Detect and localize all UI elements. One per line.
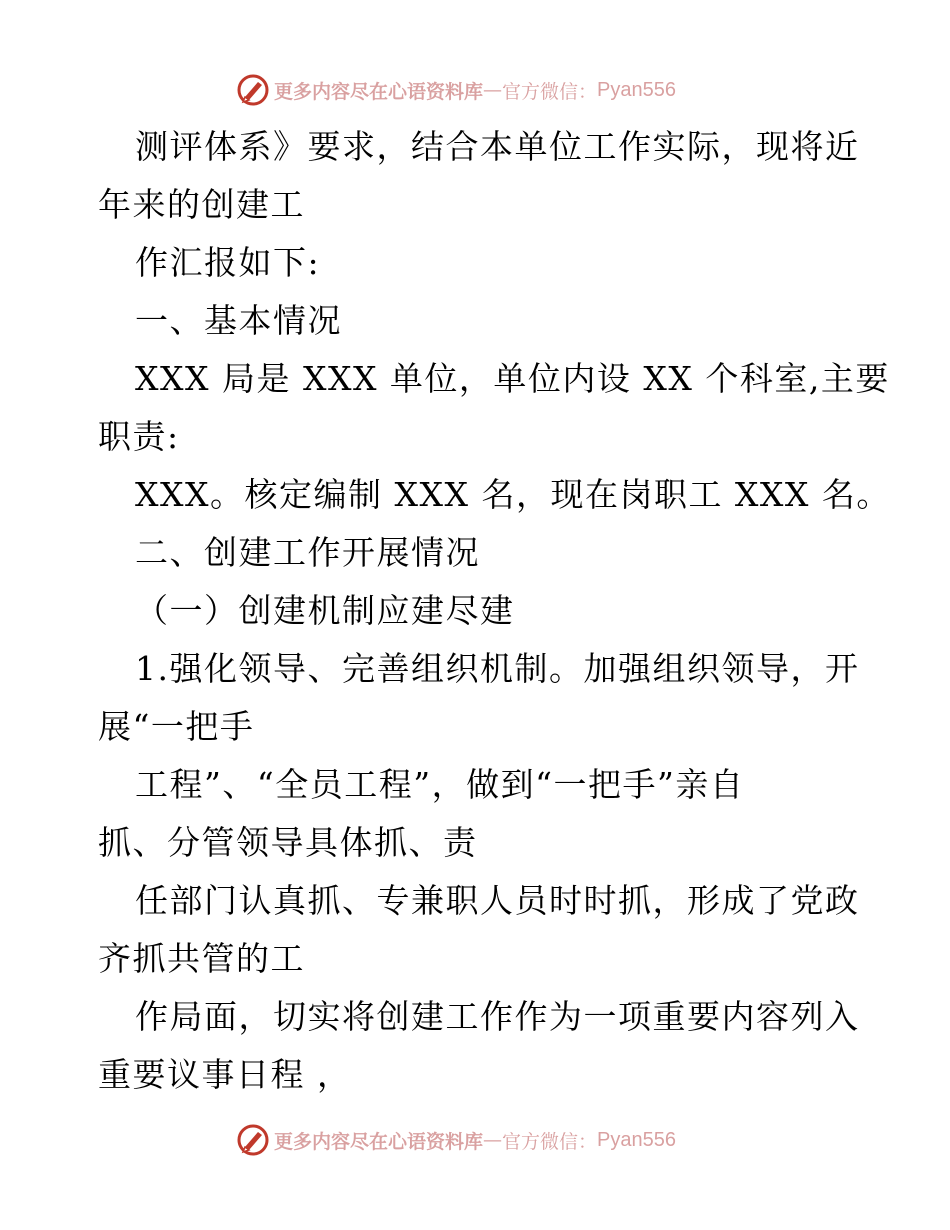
text-line: 1.强化领导、完善组织机制。加强组织领导，开 (135, 649, 860, 688)
text-line: 作局面，切实将创建工作作为一项重要内容列入 (135, 997, 860, 1036)
banner-main-text: 更多内容尽在心语资料库 (274, 80, 484, 103)
text-line: 重要议事日程 ， (98, 1055, 352, 1094)
section-heading: 一、基本情况 (135, 301, 342, 340)
text-line: 展“一把手 (98, 707, 255, 746)
subsection-heading: （一）创建机制应建尽建 (135, 591, 515, 630)
text-line: XXX 局是 XXX 单位，单位内设 XX 个科室,主要 (135, 359, 890, 398)
banner-dash: — (483, 1129, 503, 1151)
text-line: 任部门认真抓、专兼职人员时时抓，形成了党政 (135, 881, 860, 920)
banner-wechat-label: 官方微信： (502, 80, 598, 103)
banner-wechat-label: 官方微信： (502, 1130, 598, 1153)
text-line: 工程”、“全员工程”，做到“一把手”亲自 (135, 765, 745, 804)
pen-logo-icon (236, 73, 270, 107)
text-line: 作汇报如下: (135, 243, 321, 282)
banner-main-text: 更多内容尽在心语资料库 (274, 1130, 484, 1153)
text-line: 齐抓共管的工 (98, 939, 305, 978)
banner-wechat-id: Pyan556 (597, 78, 676, 101)
text-line: 抓、分管领导具体抓、责 (98, 823, 478, 862)
document-body (98, 118, 891, 1104)
text-line: 测评体系》要求，结合本单位工作实际，现将近 (135, 127, 860, 166)
header-watermark-banner (236, 72, 676, 108)
footer-watermark-banner (236, 1122, 676, 1158)
banner-dash: — (483, 79, 503, 101)
section-heading: 二、创建工作开展情况 (135, 533, 480, 572)
pen-logo-icon (236, 1123, 270, 1157)
text-line: XXX。核定编制 XXX 名，现在岗职工 XXX 名。 (135, 475, 891, 514)
banner-wechat-id: Pyan556 (597, 1128, 676, 1151)
text-line: 年来的创建工 (98, 185, 305, 224)
text-line: 职责: (98, 417, 180, 456)
